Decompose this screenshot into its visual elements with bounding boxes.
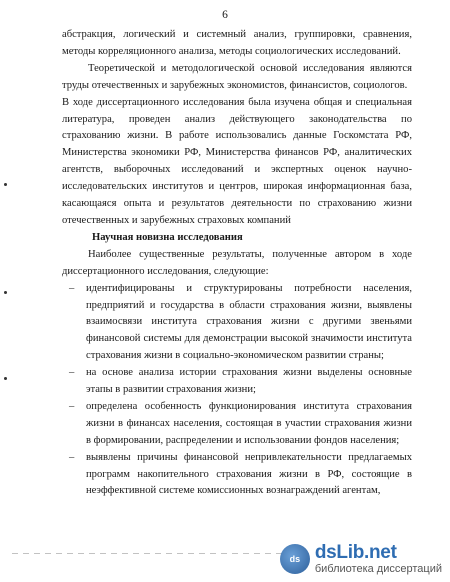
section-heading-novelty: Научная новизна исследования [92,231,243,243]
paragraph-theoretical-basis: Теоретической и методологической основой исследования являются труды отечественных и зарубежных экономистов, финансистов, социологов. [62,62,412,91]
watermark-brand: dsLib.net [314,542,397,563]
results-list [62,281,412,501]
list-item [62,450,412,501]
paragraph-information-base: В ходе диссертационного исследования была изучена общая и специальная литература, проведен анализ действующего законодательства по страхованию жизни. В работе использовались данные Госкомстата РФ, Министерства экономики РФ, Министерства финансов РФ, аналитических агентств, выборочных исследований и экспертных оценок научно-исследовательских институтов и центров, широкая информационная база, касающаяся опыта и результатов деятельности по страхованию жизни отечественных и зарубежных страховых компаний [62,96,412,226]
dash-marker: – [69,367,75,379]
dslib-logo-icon: ds [280,544,310,574]
list-item-text: на основе анализа истории страхования жизни выделены основные этапы в развитии страхования жизни; [86,367,412,396]
list-item-text: идентифицированы и структурированы потребности населения, предприятий и государства в области страхования жизни, выявлены взаимосвязи института страхования жизни с другими звеньями финансовой системы для демонстрации высокой значимости института страхования жизни в социально-экономическом развитии страны; [86,282,412,362]
watermark-subtitle: библиотека диссертаций [314,563,442,575]
list-item-text: выявлены причины финансовой непривлекательности предлагаемых программ накопительного страхования жизни в РФ, состоящие в неэффективной системе комиссионных вознаграждений агентам, [86,451,412,497]
scan-artifact-line [12,553,282,554]
margin-mark [4,183,7,186]
page-number: 6 [222,9,228,21]
document-body [62,27,412,500]
watermark[interactable] [280,542,442,576]
dash-marker: – [69,451,75,463]
list-item [62,365,412,399]
dash-marker: – [69,282,75,294]
paragraph-methods-continued: абстракция, логический и системный анализ, группировки, сравнения, методы корреляционного анализа, методы социологических исследований. [62,29,412,57]
list-item [62,281,412,366]
list-item [62,399,412,450]
list-item-text: определена особенность функционирования института страхования жизни в финансах населения, состоящая в участии страхования жизни в формировании, распределении и использовании фондов населения; [86,400,412,446]
margin-mark [4,377,7,380]
dash-marker: – [69,400,75,412]
margin-mark [4,291,7,294]
paragraph-results-intro: Наиболее существенные результаты, полученные автором в ходе диссертационного исследования, следующие: [62,248,412,277]
